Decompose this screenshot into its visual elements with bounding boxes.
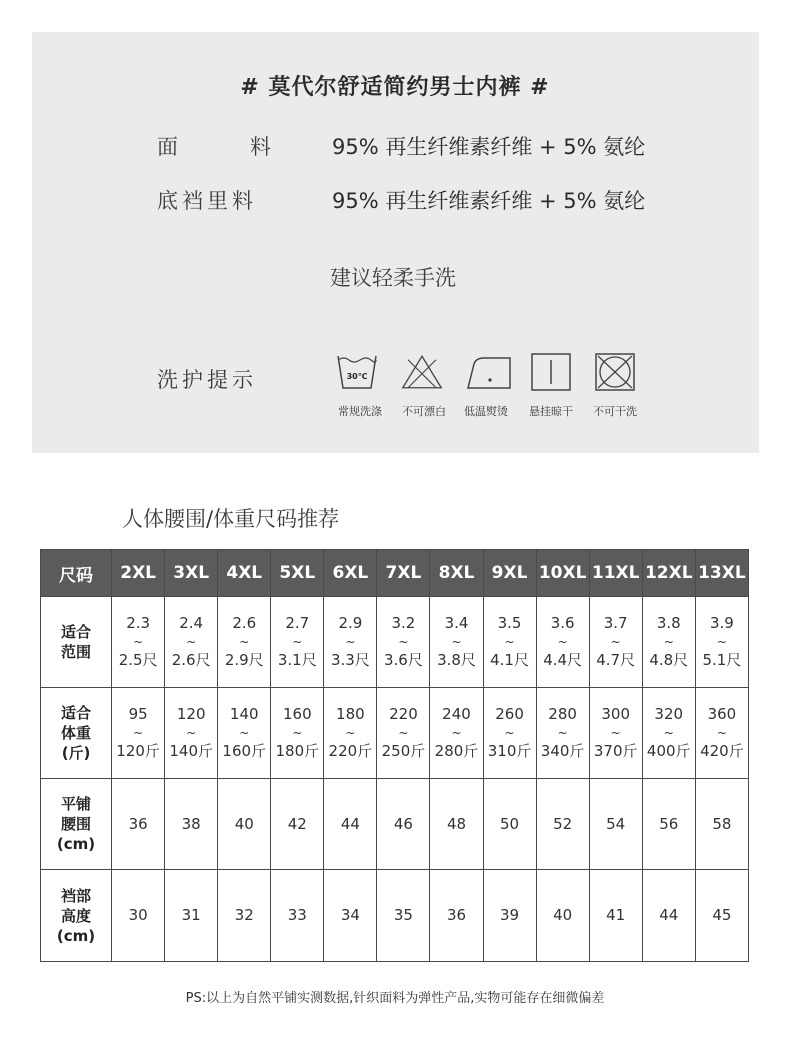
table-cell [483, 688, 536, 779]
cell-line: 160 [282, 705, 312, 723]
table-cell [483, 779, 536, 870]
table-cell [642, 688, 695, 779]
table-cell [377, 870, 430, 962]
table-cell [536, 870, 589, 962]
cell-line: 54 [606, 814, 626, 833]
row-label [41, 870, 112, 962]
cell-line: 36 [128, 814, 148, 833]
table-cell [377, 688, 430, 779]
cell-line: 120 [176, 705, 206, 723]
care-tips-label: 洗护提示 [157, 368, 257, 392]
size-header-cell: 11XL [589, 550, 642, 597]
cell-line: ~ [186, 635, 197, 649]
product-title: # 莫代尔舒适简约男士内裤 # [240, 75, 550, 100]
cell-line: 280 [548, 705, 577, 723]
cell-line: 140斤 [169, 742, 213, 760]
icon-caption: 悬挂晾干 [529, 405, 573, 418]
row-label-line: 平铺 [61, 795, 92, 813]
cell-line: 2.5尺 [118, 651, 158, 669]
low-iron-icon [464, 352, 512, 392]
row-label-line: 适合 [61, 704, 92, 722]
table-cell [218, 597, 271, 688]
size-header-cell: 3XL [165, 550, 218, 597]
table-cell [536, 779, 589, 870]
table-cell [536, 688, 589, 779]
cell-line: ~ [610, 635, 621, 649]
cell-line: 3.6 [550, 614, 575, 632]
cell-line: ~ [504, 635, 515, 649]
no-dryclean-icon [594, 352, 636, 392]
size-header-cell: 6XL [324, 550, 377, 597]
row-label [41, 597, 112, 688]
cell-line: 3.1尺 [277, 651, 317, 669]
cell-line: ~ [504, 726, 515, 740]
cell-line: 41 [606, 906, 626, 924]
cell-line: 360 [707, 705, 737, 723]
cell-line: 42 [287, 814, 307, 833]
cell-line: 320 [654, 705, 684, 723]
cell-line: 50 [500, 814, 520, 833]
cell-line: 180斤 [275, 742, 320, 760]
table-cell [377, 779, 430, 870]
table-cell [324, 597, 377, 688]
size-header-cell: 2XL [112, 550, 165, 597]
size-header-cell: 7XL [377, 550, 430, 597]
cell-line: 420斤 [700, 742, 744, 760]
cell-line: 250斤 [381, 742, 426, 760]
cell-line: 3.6尺 [384, 651, 423, 669]
row-label-line: 范围 [61, 643, 92, 661]
cell-line: ~ [292, 635, 303, 649]
cell-line: ~ [716, 726, 727, 740]
table-cell [271, 597, 324, 688]
table-cell [324, 688, 377, 779]
hang-dry-icon [530, 352, 572, 392]
cell-line: 36 [446, 906, 467, 924]
cell-line: 3.2 [391, 614, 416, 632]
cell-line: 2.6 [232, 614, 257, 632]
cell-line: 120斤 [116, 742, 160, 760]
cell-line: 220 [389, 705, 418, 723]
table-cell [483, 597, 536, 688]
table-cell [165, 688, 218, 779]
table-cell [165, 779, 218, 870]
wash-advice: 建议轻柔手洗 [330, 266, 456, 290]
row-label-line: 高度 [61, 906, 92, 925]
cell-line: ~ [663, 726, 674, 740]
table-cell [430, 870, 483, 962]
wash-30-icon [336, 352, 378, 392]
table-cell [218, 870, 271, 962]
row-label-line: 适合 [61, 623, 92, 641]
cell-line: ~ [239, 635, 250, 649]
table-cell [695, 779, 748, 870]
cell-line: ~ [398, 635, 409, 649]
table-cell [112, 779, 165, 870]
table-cell [112, 688, 165, 779]
icon-caption: 低温熨烫 [464, 405, 508, 418]
table-cell [642, 597, 695, 688]
table-cell [218, 688, 271, 779]
size-header-cell: 10XL [536, 550, 589, 597]
table-cell [589, 688, 642, 779]
cell-line: 4.4尺 [543, 651, 583, 669]
size-header-cell: 5XL [271, 550, 324, 597]
cell-line: 44 [659, 906, 679, 924]
cell-line: 240 [442, 705, 471, 723]
cell-line: 3.5 [497, 614, 522, 632]
cell-line: ~ [186, 726, 197, 740]
cell-line: ~ [557, 726, 568, 740]
cell-line: 140 [229, 705, 259, 723]
cell-line: 2.4 [179, 614, 204, 632]
row-label-line: 裆部 [61, 886, 92, 905]
cell-line: 220斤 [328, 742, 373, 760]
cell-line: 2.7 [285, 614, 310, 632]
icon-caption: 不可干洗 [593, 405, 637, 418]
table-cell [695, 597, 748, 688]
cell-line: ~ [345, 726, 356, 740]
cell-line: ~ [557, 635, 568, 649]
cell-line: 310斤 [487, 742, 532, 760]
cell-line: ~ [716, 635, 727, 649]
cell-line: 95 [128, 705, 148, 723]
cell-line: 58 [712, 814, 732, 833]
fabric-label: 面 料 [157, 135, 271, 159]
row-label-line: (cm) [56, 835, 96, 853]
size-header-cell: 9XL [483, 550, 536, 597]
table-cell [112, 870, 165, 962]
fabric-value: 95% 再生纤维素纤维 + 5% 氨纶 [332, 135, 646, 159]
cell-line: 2.9 [338, 614, 363, 632]
cell-line: 52 [553, 814, 573, 833]
cell-line: 4.7尺 [596, 651, 636, 669]
cell-line: ~ [610, 726, 621, 740]
size-table [40, 549, 749, 962]
table-cell [271, 870, 324, 962]
cell-line: 3.3尺 [330, 651, 370, 669]
cell-line: ~ [133, 726, 144, 740]
table-cell [165, 870, 218, 962]
cell-line: 32 [234, 906, 254, 924]
table-cell [324, 870, 377, 962]
table-row [41, 779, 749, 870]
size-header-cell: 12XL [642, 550, 695, 597]
lining-value: 95% 再生纤维素纤维 + 5% 氨纶 [332, 189, 646, 213]
cell-line: 3.7 [603, 614, 628, 632]
cell-line: 340斤 [540, 742, 585, 760]
size-header-cell: 13XL [695, 550, 748, 597]
row-label-line: 腰围 [61, 815, 92, 833]
cell-line: ~ [345, 635, 356, 649]
cell-line: 48 [446, 814, 467, 833]
table-cell [695, 870, 748, 962]
table-cell [536, 597, 589, 688]
cell-line: 45 [712, 906, 732, 924]
table-row [41, 688, 749, 779]
cell-line: ~ [663, 635, 674, 649]
cell-line: 56 [659, 814, 679, 833]
cell-line: 2.9尺 [224, 651, 264, 669]
cell-line: 160斤 [222, 742, 267, 760]
cell-line: 5.1尺 [702, 651, 742, 669]
cell-line: 4.1尺 [490, 651, 529, 669]
table-row [41, 870, 749, 962]
cell-line: 35 [393, 906, 413, 924]
row-label-line: (斤) [61, 744, 91, 762]
cell-line: ~ [133, 635, 144, 649]
size-header-row [41, 550, 749, 597]
table-cell [271, 688, 324, 779]
table-cell [112, 597, 165, 688]
cell-line: 39 [500, 906, 520, 924]
cell-line: 40 [553, 906, 573, 924]
cell-line: 31 [181, 906, 201, 924]
cell-line: 260 [495, 705, 524, 723]
cell-line: ~ [451, 635, 462, 649]
table-cell [218, 779, 271, 870]
table-row [41, 597, 749, 688]
table-cell [430, 688, 483, 779]
cell-line: 300 [601, 705, 630, 723]
table-cell [589, 779, 642, 870]
row-label-line: (cm) [56, 926, 96, 945]
cell-line: 38 [181, 814, 201, 833]
size-header-cell: 8XL [430, 550, 483, 597]
table-cell [324, 779, 377, 870]
cell-line: ~ [239, 726, 250, 740]
size-header-cell: 4XL [218, 550, 271, 597]
cell-line: 44 [340, 814, 360, 833]
table-cell [430, 597, 483, 688]
cell-line: 280斤 [434, 742, 479, 760]
cell-line: ~ [398, 726, 409, 740]
table-cell [642, 870, 695, 962]
cell-line: 370斤 [593, 742, 638, 760]
table-cell [377, 597, 430, 688]
table-cell [589, 870, 642, 962]
size-header-label: 尺码 [41, 550, 112, 597]
cell-line: 4.8尺 [649, 651, 689, 669]
cell-line: 3.9 [709, 614, 734, 632]
cell-line: ~ [451, 726, 462, 740]
cell-line: 3.8 [656, 614, 681, 632]
row-label [41, 688, 112, 779]
size-table-title: 人体腰围/体重尺码推荐 [122, 507, 340, 531]
cell-line: 40 [234, 814, 254, 833]
table-cell [271, 779, 324, 870]
cell-line: 400斤 [646, 742, 691, 760]
cell-line: 2.6尺 [171, 651, 211, 669]
cell-line: 46 [393, 814, 413, 833]
icon-caption: 常规洗涤 [338, 405, 382, 418]
lining-label: 底裆里料 [157, 189, 257, 213]
cell-line: ~ [292, 726, 303, 740]
cell-line: 3.4 [444, 614, 469, 632]
measurement-note: PS:以上为自然平铺实测数据,针织面料为弹性产品,实物可能存在细微偏差 [185, 991, 605, 1006]
cell-line: 34 [340, 906, 360, 924]
row-label [41, 779, 112, 870]
cell-line: 3.8尺 [437, 651, 476, 669]
cell-line: 2.3 [126, 614, 151, 632]
table-cell [695, 688, 748, 779]
table-cell [589, 597, 642, 688]
cell-line: 180 [336, 705, 365, 723]
table-cell [430, 779, 483, 870]
cell-line: 33 [287, 906, 307, 924]
table-cell [642, 779, 695, 870]
svg-text:30℃: 30℃ [346, 372, 368, 381]
table-cell [483, 870, 536, 962]
table-cell [165, 597, 218, 688]
row-label-line: 体重 [61, 724, 92, 742]
icon-caption: 不可漂白 [402, 405, 446, 418]
no-bleach-icon [401, 352, 443, 392]
cell-line: 30 [128, 906, 148, 924]
